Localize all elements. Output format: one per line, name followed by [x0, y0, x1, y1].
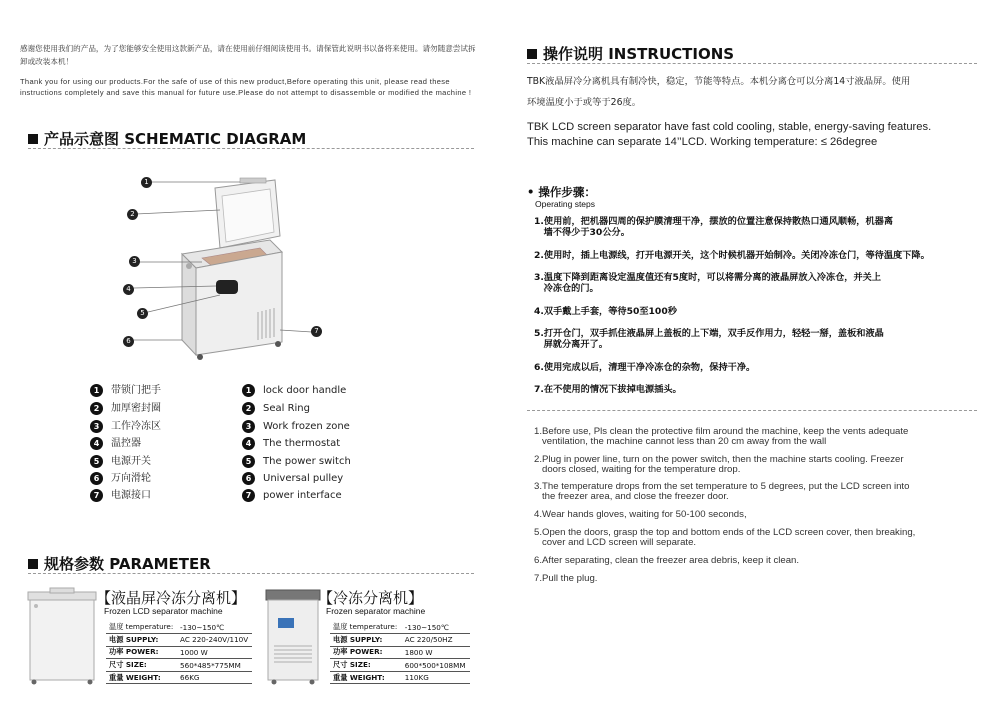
spec-value: 600*500*108MM: [402, 659, 470, 672]
legend-num-6: 6: [242, 472, 255, 485]
parameter-title-text: 规格参数 PARAMETER: [44, 555, 211, 573]
legend-num-2: 2: [242, 402, 255, 415]
section-square-icon: [527, 49, 537, 59]
intro-cn: 感谢您使用我们的产品，为了您能够安全使用这款新产品，请在使用前仔细阅读使用书。请保管此说明书以备将来使用。请勿随意尝试拆卸或改装本机！: [20, 44, 476, 66]
spec-key: 功率 POWER:: [106, 646, 177, 659]
freezer-illustration: [120, 170, 340, 370]
instructions-title: [527, 43, 734, 64]
spec-key: 电源 SUPPLY:: [106, 634, 177, 647]
spec-row: [330, 634, 470, 647]
parameter-divider: [28, 573, 474, 574]
legend-num-7: 7: [242, 489, 255, 502]
schematic-title: [28, 128, 306, 149]
legend-en-label: power interface: [263, 490, 342, 501]
intro-en: Thank you for using our products.For the safe of use of this new product,Before operating this unit, please read these instructions completely and save this manual for future use.Please do not attempt to disassemble or modified the machine !: [20, 77, 472, 97]
callout-5: 5: [137, 308, 148, 319]
cn-step-5: 5.打开仓门，双手抓住液晶屏上盖板的上下端，双手反作用力，轻轻一掰，盖板和液晶 屏就分离开了。: [534, 328, 884, 350]
legend-en-7: [242, 489, 342, 503]
cn-step-3: 3.温度下降到距离设定温度值还有5度时，可以将需分离的液晶屏放入冷冻仓，并关上 冷冻仓的门。: [534, 272, 882, 294]
legend-en-label: Seal Ring: [263, 403, 310, 414]
section-square-icon: [28, 559, 38, 569]
spec-key: 尺寸 SIZE:: [330, 659, 402, 672]
cn-step-7: 7.在不使用的情况下拔掉电源插头。: [534, 384, 682, 395]
legend-num-6: 6: [90, 472, 103, 485]
en-step-2: 2.Plug in power line, turn on the power switch, then the machine starts cooling. Freezer doors closed, waiting for the temperature drop.: [534, 454, 904, 475]
spec-key: 尺寸 SIZE:: [106, 659, 177, 672]
legend-cn-label: 电源接口: [111, 490, 151, 501]
steps-title-cn: • 操作步骤：: [527, 185, 596, 199]
legend-en-label: lock door handle: [263, 385, 347, 396]
callout-2: 2: [127, 209, 138, 220]
cn-step-2: 2.使用时，插上电源线，打开电源开关，这个时候机器开始制冷。关闭冷冻仓门，等待温度下降。: [534, 250, 930, 261]
product-1-spec-table: [106, 621, 252, 684]
spec-row: [330, 671, 470, 684]
legend-num-4: 4: [90, 437, 103, 450]
en-step-5: 5.Open the doors, grasp the top and bottom ends of the LCD screen cover, then breaking, cover and LCD screen will separate.: [534, 527, 916, 548]
legend-cn-6: [90, 472, 151, 486]
schematic-divider: [28, 148, 474, 149]
spec-key: 温度 temperature:: [106, 621, 177, 634]
product-2-spec-table: [330, 621, 470, 684]
legend-num-7: 7: [90, 489, 103, 502]
frozen-separator-drawing: [262, 586, 324, 686]
desc-cn-1: TBK液晶屏冷分离机具有制冷快，稳定，节能等特点。本机分离仓可以分离14寸液晶屏。使用: [527, 76, 911, 87]
spec-value: 1800 W: [402, 646, 470, 659]
legend-cn-label: 万向滑轮: [111, 473, 151, 484]
spec-row: [330, 646, 470, 659]
product-1-name-en: Frozen LCD separator machine: [104, 606, 223, 616]
legend-cn-label: 带锁门把手: [111, 385, 161, 396]
spec-row: [330, 659, 470, 672]
parameter-title: [28, 553, 211, 574]
cn-step-4: 4.双手戴上手套，等待50至100秒: [534, 306, 677, 317]
product-1-name-cn: 【液晶屏冷冻分离机】: [96, 589, 247, 607]
spec-row: [330, 621, 470, 634]
spec-row: [106, 659, 252, 672]
legend-cn-1: [90, 384, 161, 398]
legend-num-5: 5: [242, 455, 255, 468]
spec-row: [106, 646, 252, 659]
spec-value: -130~150℃: [177, 621, 252, 634]
spec-value: AC 220-240V/110V: [177, 634, 252, 647]
desc-en-1: TBK LCD screen separator have fast cold cooling, stable, energy-saving features.: [527, 121, 932, 133]
spec-key: 重量 WEIGHT:: [330, 671, 402, 684]
product-2-image: [262, 586, 324, 686]
spec-value: 560*485*775MM: [177, 659, 252, 672]
legend-num-2: 2: [90, 402, 103, 415]
en-step-4: 4.Wear hands gloves, waiting for 50-100 seconds,: [534, 509, 747, 520]
legend-cn-3: [90, 420, 161, 434]
steps-divider: [527, 410, 977, 411]
spec-key: 功率 POWER:: [330, 646, 402, 659]
legend-en-label: The power switch: [263, 456, 351, 467]
en-step-3: 3.The temperature drops from the set temperature to 5 degrees, put the LCD screen into the freezer area, and close the freezer door.: [534, 481, 910, 502]
spec-key: 重量 WEIGHT:: [106, 671, 177, 684]
legend-en-6: [242, 472, 343, 486]
en-step-7: 7.Pull the plug.: [534, 573, 598, 584]
legend-en-label: Work frozen zone: [263, 421, 350, 432]
legend-num-3: 3: [242, 420, 255, 433]
legend-num-4: 4: [242, 437, 255, 450]
callout-1: 1: [141, 177, 152, 188]
legend-en-4: [242, 437, 340, 451]
product-2-name-en: Frozen separator machine: [326, 606, 426, 616]
spec-key: 温度 temperature:: [330, 621, 402, 634]
spec-value: 66KG: [177, 671, 252, 684]
legend-en-1: [242, 384, 346, 398]
legend-en-label: Universal pulley: [263, 473, 344, 484]
legend-cn-7: [90, 489, 151, 503]
legend-num-1: 1: [242, 384, 255, 397]
instructions-divider: [527, 63, 977, 64]
callout-3: 3: [129, 256, 140, 267]
callout-7: 7: [311, 326, 322, 337]
spec-row: [106, 671, 252, 684]
desc-en-2: This machine can separate 14’’LCD. Working temperature: ≤ 26degree: [527, 136, 878, 148]
cn-step-6: 6.使用完成以后，清理干净冷冻仓的杂物，保持干净。: [534, 362, 756, 373]
callout-6: 6: [123, 336, 134, 347]
spec-value: 110KG: [402, 671, 470, 684]
legend-en-5: [242, 455, 351, 469]
spec-row: [106, 634, 252, 647]
schematic-title-text: 产品示意图 SCHEMATIC DIAGRAM: [44, 130, 307, 148]
legend-cn-label: 电源开关: [111, 456, 151, 467]
legend-en-2: [242, 402, 310, 416]
cn-step-1: 1.使用前，把机器四周的保护膜清理干净，摆放的位置注意保持散热口通风顺畅，机器离 墙不得少于30公分。: [534, 216, 894, 238]
en-step-1: 1.Before use, Pls clean the protective film around the machine, keep the vents adequate ventilation, the machine cannot less than 20 cm away from the wall: [534, 426, 909, 447]
legend-en-label: The thermostat: [263, 438, 341, 449]
legend-en-3: [242, 420, 350, 434]
product-2-name-cn: 【冷冻分离机】: [318, 589, 424, 607]
desc-cn-2: 环境温度小于或等于26度。: [527, 97, 642, 108]
callout-4: 4: [123, 284, 134, 295]
freezer-drawing: [120, 170, 340, 370]
legend-num-1: 1: [90, 384, 103, 397]
en-step-6: 6.After separating, clean the freezer area debris, keep it clean.: [534, 555, 800, 566]
steps-title-en: Operating steps: [535, 199, 596, 209]
product-1-image: [24, 586, 100, 686]
legend-num-5: 5: [90, 455, 103, 468]
instructions-title-text: 操作说明 INSTRUCTIONS: [543, 45, 735, 63]
legend-num-3: 3: [90, 420, 103, 433]
spec-value: -130~150℃: [402, 621, 470, 634]
legend-cn-label: 工作冷冻区: [111, 421, 161, 432]
legend-cn-4: [90, 437, 141, 451]
legend-cn-5: [90, 455, 151, 469]
legend-cn-label: 温控器: [111, 438, 141, 449]
legend-cn-2: [90, 402, 161, 416]
section-square-icon: [28, 134, 38, 144]
spec-row: [106, 621, 252, 634]
lcd-separator-drawing: [24, 586, 100, 686]
legend-cn-label: 加厚密封圈: [111, 403, 161, 414]
spec-value: 1000 W: [177, 646, 252, 659]
spec-value: AC 220/50HZ: [402, 634, 470, 647]
spec-key: 电源 SUPPLY:: [330, 634, 402, 647]
